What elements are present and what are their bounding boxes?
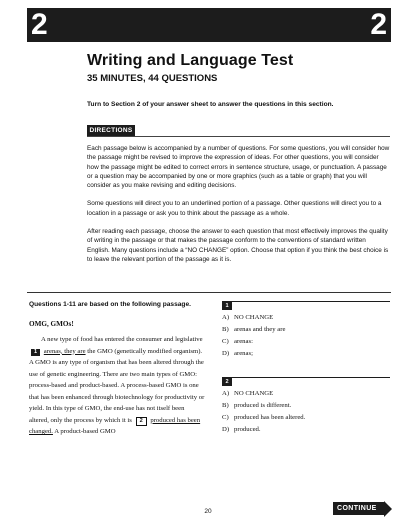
option-text: NO CHANGE bbox=[234, 390, 274, 397]
page-title: Writing and Language Test bbox=[87, 52, 294, 69]
directions-divider bbox=[87, 136, 390, 137]
question-header bbox=[222, 377, 390, 386]
answer-option[interactable] bbox=[222, 425, 390, 434]
arrow-right-icon bbox=[384, 501, 392, 517]
directions-paragraph: Each passage below is accompanied by a number of questions. For some questions, you will consider how the passage might be revised to improve the expression of ideas. For other questions, you will consider how the passage might be edited to correct errors in sentence structure, usage, or punctuation. A passage or a question may be accompanied by one or more graphics (such as a table or graph) that you will consider as you make revising and editing decisions. bbox=[87, 145, 390, 190]
directions-paragraph: After reading each passage, choose the answer to each question that most effectively improves the quality of writing in the passage or that makes the passage conform to the conventions of standard written English. Many questions include a “NO CHANGE” option. Choose that option if you think the best choice is to leave the relevant portion of the passage as it is. bbox=[87, 228, 389, 263]
directions-label: DIRECTIONS bbox=[87, 125, 135, 136]
underlined-portion-2: produced has been changed. bbox=[29, 416, 201, 435]
option-letter: B) bbox=[222, 326, 229, 333]
continue-label: CONTINUE bbox=[333, 502, 384, 515]
section-header-bar bbox=[27, 8, 391, 42]
answer-option[interactable] bbox=[222, 325, 390, 334]
option-letter: C) bbox=[222, 338, 229, 345]
continue-button[interactable] bbox=[333, 502, 392, 515]
option-letter: B) bbox=[222, 402, 229, 409]
passage-text: the GMO (genetically modified organism). A GMO is any type of organism that has been altered through the use of genetic engineering. There are two main types of GMO: process-based and product-based. A process-based GMO is one that has been enhanced through biotechnology for productivity or yield. In this type of GMO, the end-use has not itself been altered, only the process by which it is bbox=[29, 347, 205, 424]
section-divider bbox=[27, 292, 391, 293]
question-header bbox=[222, 301, 390, 310]
passage-text: A new type of food has entered the consumer and legislative bbox=[41, 336, 203, 343]
passage-body bbox=[29, 334, 205, 438]
option-letter: A) bbox=[222, 314, 230, 321]
underlined-portion-1: arenas, they are bbox=[43, 347, 86, 355]
option-text: arenas and they are bbox=[234, 326, 286, 333]
option-letter: D) bbox=[222, 426, 230, 433]
option-text: arenas: bbox=[234, 338, 253, 345]
option-letter: A) bbox=[222, 390, 230, 397]
answer-option[interactable] bbox=[222, 313, 390, 322]
option-text: NO CHANGE bbox=[234, 314, 274, 321]
option-text: arenas; bbox=[234, 350, 253, 357]
directions-text bbox=[87, 144, 390, 273]
question-marker-2: 2 bbox=[136, 417, 147, 426]
option-text: produced has been altered. bbox=[234, 414, 306, 421]
question-block-2 bbox=[222, 377, 390, 434]
section-number-left: 2 bbox=[31, 8, 48, 41]
answer-option[interactable] bbox=[222, 401, 390, 410]
option-letter: C) bbox=[222, 414, 229, 421]
page-subtitle: 35 MINUTES, 44 QUESTIONS bbox=[87, 73, 218, 84]
passage-text: A product-based GMO bbox=[54, 428, 116, 435]
page-number: 20 bbox=[204, 508, 212, 515]
passage-title: OMG, GMOs! bbox=[29, 320, 74, 328]
directions-paragraph: Some questions will direct you to an underlined portion of a passage. Other questions will direct you to a location in a passage or ask you to think about the passage as a whole. bbox=[87, 200, 382, 217]
section-number-right: 2 bbox=[370, 8, 387, 41]
answer-option[interactable] bbox=[222, 337, 390, 346]
question-number: 2 bbox=[222, 378, 232, 386]
option-text: produced. bbox=[234, 426, 261, 433]
question-number: 1 bbox=[222, 302, 232, 310]
option-letter: D) bbox=[222, 350, 230, 357]
question-block-1 bbox=[222, 301, 390, 358]
question-marker-1: 1 bbox=[31, 349, 40, 356]
answer-option[interactable] bbox=[222, 413, 390, 422]
answer-option[interactable] bbox=[222, 349, 390, 358]
option-text: produced is different. bbox=[234, 402, 292, 409]
answer-option[interactable] bbox=[222, 389, 390, 398]
section-instruction: Turn to Section 2 of your answer sheet to answer the questions in this section. bbox=[87, 101, 334, 108]
passage-intro: Questions 1-11 are based on the following passage. bbox=[29, 301, 191, 308]
